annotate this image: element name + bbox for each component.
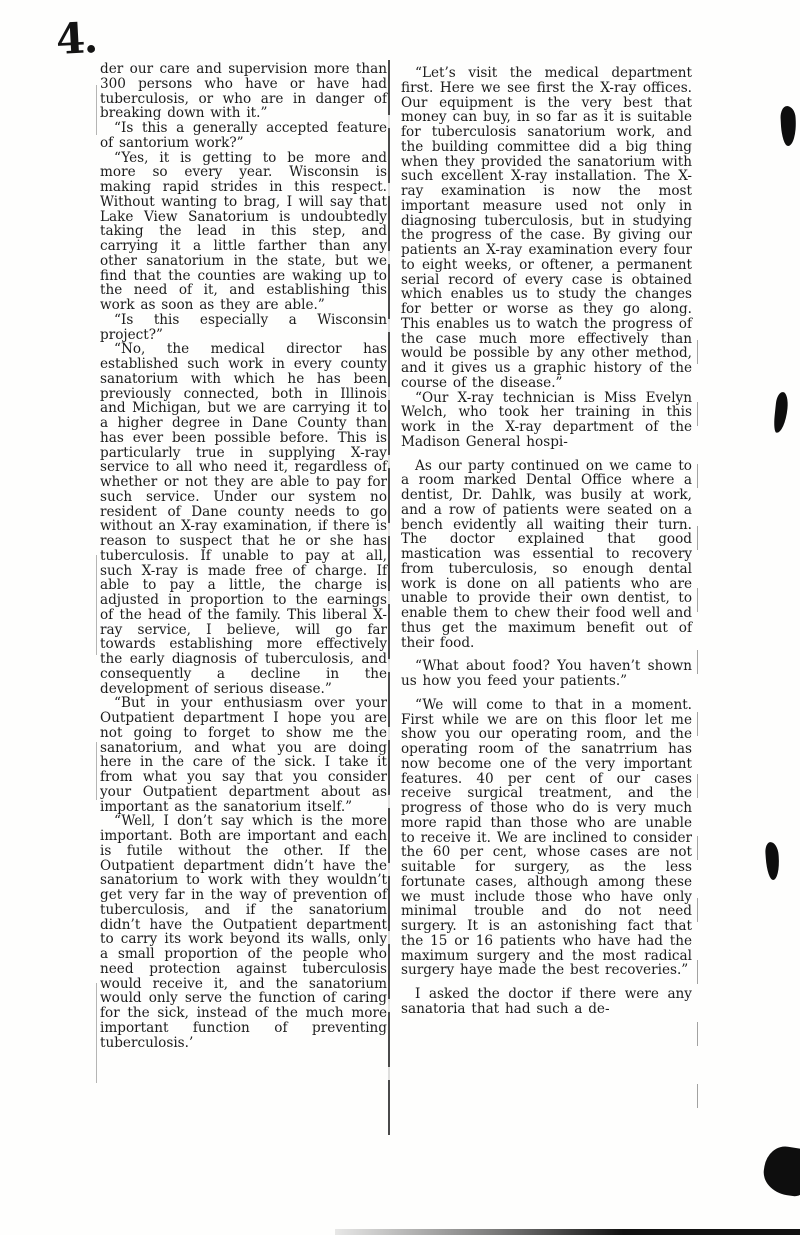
right-margin-rule-artifact <box>697 340 698 1135</box>
left-column <box>100 62 387 1050</box>
article-paragraph: “Is this a generally accepted feature of santorium work?” <box>100 120 387 151</box>
page-number-handwritten: 4. <box>54 12 98 65</box>
article-paragraph: “We will come to that in a moment. First while we are on this floor let me show you our operating room, and the operating room of the sanatrrium has now become one of the very important features. 40 per cent of our cases receive surgical treatment, and the progress of those who do is very much more rapid than those who are unable to receive it. We are inclined to consider the 60 per cent, whose cases are not suitable for surgery, as the less fortunate cases, although among these we must include those who have only minimal trouble and do not need surgery. It is an astonishing fact that the 15 or 16 patients who have had the maximum surgery and the most radical surgery haye made the best recoveries.” <box>401 696 692 979</box>
column-divider-rule <box>388 60 390 1135</box>
article-paragraph: “Let’s visit the medical department first. Here we see first the X-ray offices. Our equipment is the very best that money can buy, in so far as it is suitable for tuberculosis sanatorium work, and the building committee did a big thing when they provided the sanatorium with such excellent X-ray installation. The X-ray examination is now the most important measure used not only in diagnosing tuberculosis, but in studying the progress of the case. By giving our patients an X-ray examination every four to eight weeks, or oftener, a permanent serial record of every case is obtained which enables us to study the changes for better or worse as they go along. This enables us to watch the progress of the case much more effectively than would be possible by any other method, and it gives us a graphic history of the course of the disease.” <box>401 65 692 391</box>
left-margin-rule-artifact <box>96 85 97 135</box>
right-column <box>401 66 692 1017</box>
article-paragraph: “Is this especially a Wisconsin project?” <box>100 311 387 343</box>
article-paragraph: der our care and supervision more than 300 persons who have or have had tuberculosis, or who are in danger of breaking down with it.” <box>100 61 387 122</box>
article-paragraph: “Well, I don’t say which is the more important. Both are important and each is futile without the other. If the Outpatient department didn’t have the sanatorium to work with they wouldn’t get very far in the way of prevention of tuberculosis, and if the sanatorium didn’t have the Outpatient department to carry its work beyond its walls, only a small proportion of the people who need protection against tuberculosis would receive it, and the sanatorium would only serve the function of caring for the sick, instead of the much more important function of preventing tuberculosis.’ <box>100 813 387 1051</box>
left-margin-rule-artifact <box>96 983 97 1083</box>
article-paragraph: “But in your enthusiasm over your Outpatient department I hope you are not going to forget to show me the sanatorium, and what you are doing here in the care of the sick. I take it from what you say that you consider your Outpatient department about as important as the sanatorium itself.” <box>100 695 387 815</box>
article-paragraph: “What about food? You haven’t shown us how you feed your patients.” <box>401 658 692 689</box>
ink-blob-artifact <box>765 842 781 881</box>
left-margin-rule-artifact <box>96 742 97 800</box>
article-paragraph: “Our X-ray technician is Miss Evelyn Welch, who took her training in this work in the X-ray department of the Madison General hospi- <box>401 389 692 450</box>
bottom-edge-scan-artifact <box>335 1229 800 1235</box>
article-paragraph: As our party continued on we came to a room marked Dental Office where a dentist, Dr. Dahlk, was busily at work, and a row of patients were seated on a bench evidently all waiting their turn. The doctor explained that good mastication was essential to recovery from tuberculosis, so enough dental work is done on all patients who are unable to provide their own dentist, to enable them to chew their food well and thus get the maximum benefit out of their food. <box>401 457 692 651</box>
ink-blob-artifact <box>780 106 797 147</box>
ink-blob-artifact <box>761 1144 800 1199</box>
article-paragraph: “Yes, it is getting to be more and more so every year. Wisconsin is making rapid strides in this respect. Without wanting to brag, I will say that Lake View Sanatorium is undoubtedly taking the lead in this step, and carrying it a little farther than any other sanatorium in the state, but we find that the counties are waking up to the need of it, and establishing this work as soon as they are able.” <box>100 149 387 313</box>
left-margin-rule-artifact <box>96 555 97 655</box>
article-paragraph: I asked the doctor if there were any sanatoria that had such a de- <box>401 986 692 1017</box>
article-paragraph: “No, the medical director has established such work in every county sanatorium with which he has been previously connected, both in Illinois and Michigan, but we are carrying it to a higher degree in Dane County than has ever been possible before. This is particularly true in supplying X-ray service to all who need it, regardless of whether or not they are able to pay for such service. Under our system no resident of Dane county needs to go without an X-ray examination, if there is reason to suspect that he or she has tuberculosis. If unable to pay at all, such X-ray is made free of charge. If able to pay a little, the charge is adjusted in proportion to the earnings of the head of the family. This liberal X-ray service, I believe, will go far towards establishing more effectively the early diagnosis of tuberculosis, and consequently a decline in the development of serious disease.” <box>100 341 387 697</box>
ink-blob-artifact <box>773 391 789 433</box>
